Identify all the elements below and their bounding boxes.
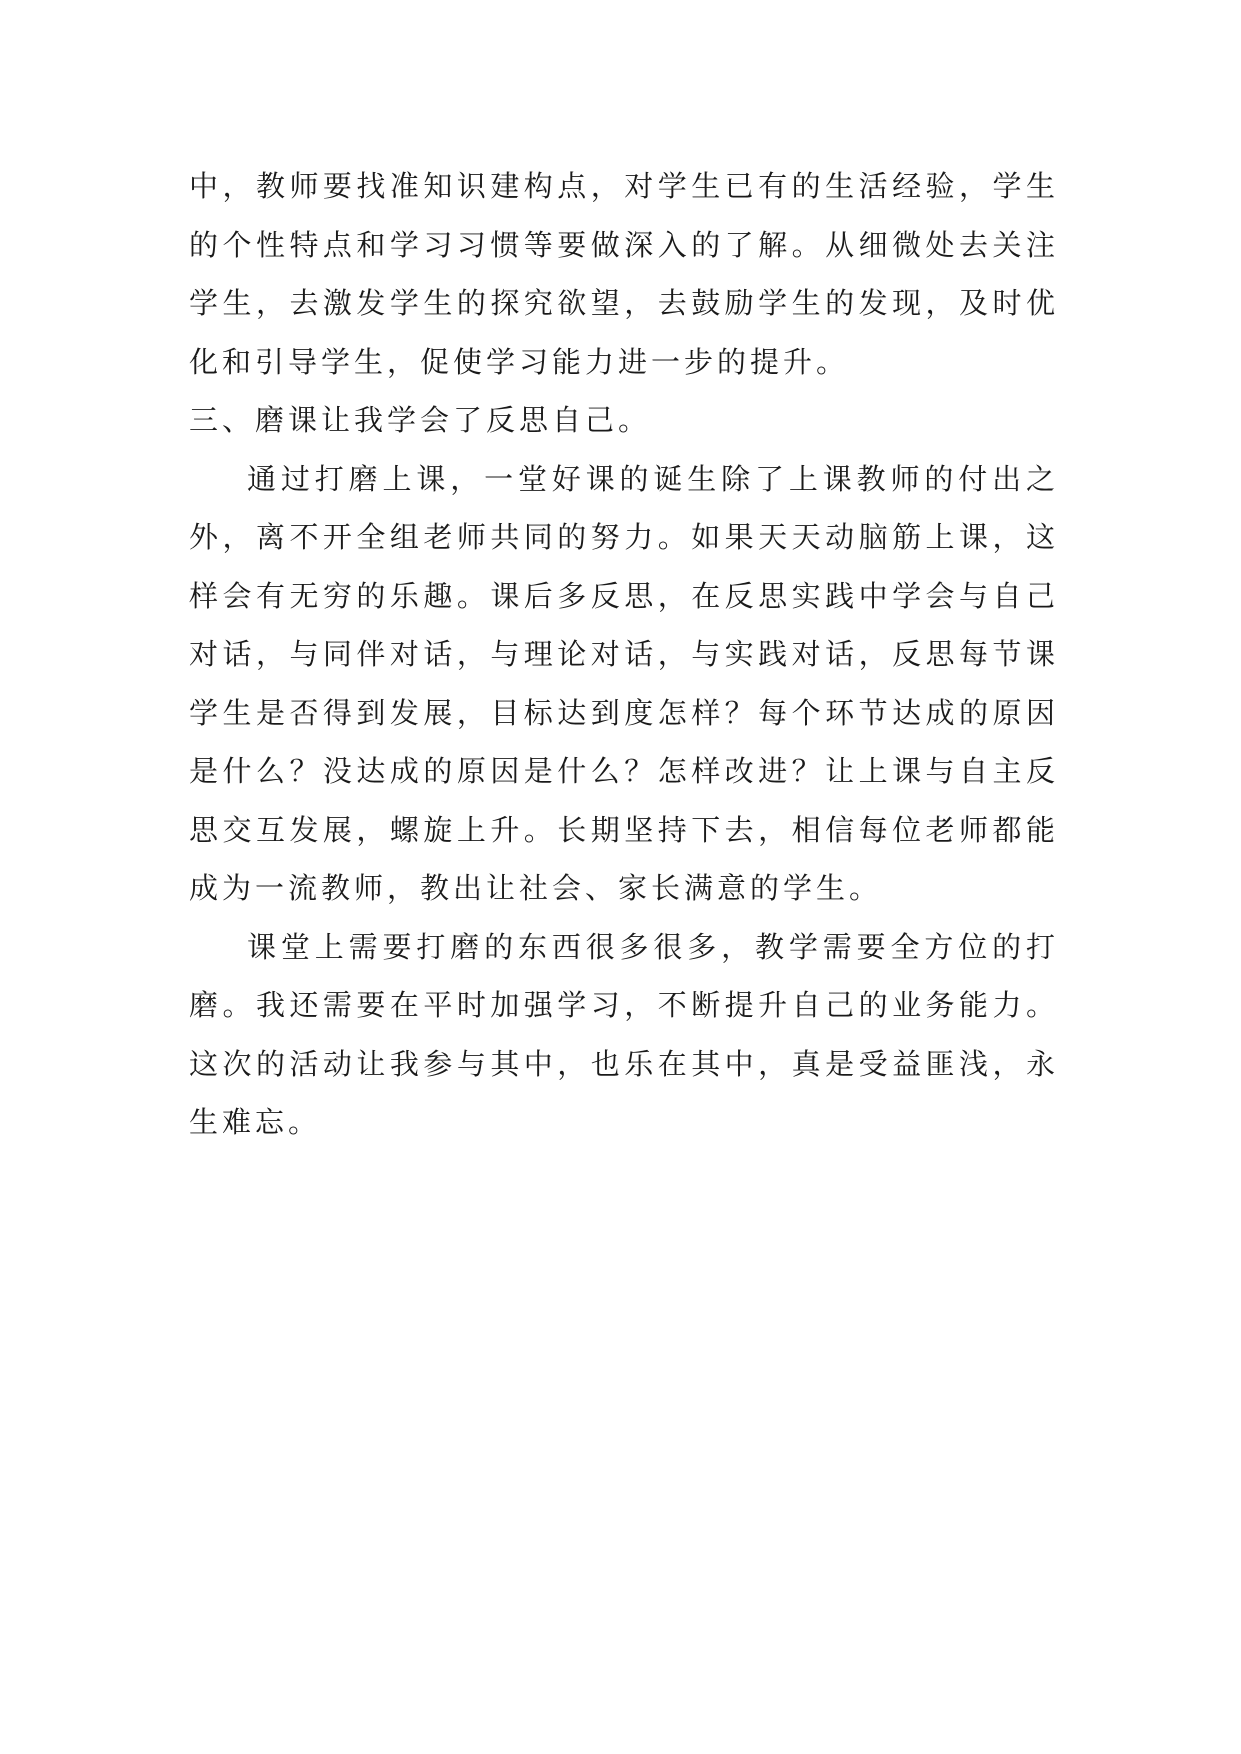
document-body bbox=[189, 157, 1059, 1152]
paragraph-conclusion: 课堂上需要打磨的东西很多很多，教学需要全方位的打磨。我还需要在平时加强学习，不断提升自己的业务能力。这次的活动让我参与其中，也乐在其中，真是受益匪浅，永生难忘。 bbox=[189, 929, 1059, 1139]
paragraph-continued: 中，教师要找准知识建构点，对学生已有的生活经验，学生的个性特点和学习习惯等要做深入的了解。从细微处去关注学生，去激发学生的探究欲望，去鼓励学生的发现，及时优化和引导学生，促使学习能力进一步的提升。 bbox=[189, 169, 1059, 379]
paragraph-reflection: 通过打磨上课，一堂好课的诞生除了上课教师的付出之外，离不开全组老师共同的努力。如果天天动脑筋上课，这样会有无穷的乐趣。课后多反思，在反思实践中学会与自己对话，与同伴对话，与理论对话，与实践对话，反思每节课学生是否得到发展，目标达到度怎样？每个环节达成的原因是什么？没达成的原因是什么？怎样改进？让上课与自主反思交互发展，螺旋上升。长期坚持下去，相信每位老师都能成为一流教师，教出让社会、家长满意的学生。 bbox=[189, 461, 1059, 905]
section-heading-3: 三、磨课让我学会了反思自己。 bbox=[189, 403, 652, 437]
